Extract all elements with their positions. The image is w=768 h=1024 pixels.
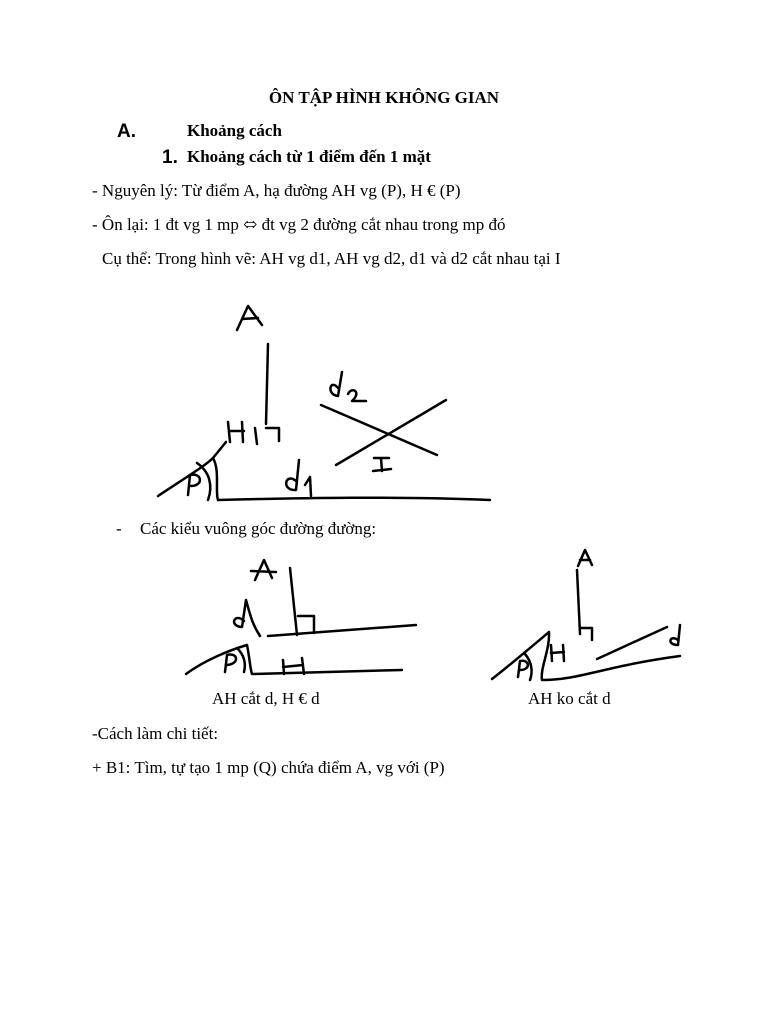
figure-3-sketch bbox=[492, 550, 680, 680]
bullet-text: Các kiểu vuông góc đường đường: bbox=[140, 519, 377, 538]
caption-left: AH cắt d, H € d bbox=[212, 689, 320, 708]
fig1-edge bbox=[213, 442, 226, 458]
fig2-angle-arc bbox=[237, 648, 245, 672]
review-line: - Ôn lại: 1 đt vg 1 mp ⬄ đt vg 2 đường cắt nhau trong mp đó bbox=[92, 215, 506, 234]
fig2-plane-p bbox=[186, 645, 402, 674]
fig1-d1-line bbox=[336, 400, 446, 465]
fig2-right-angle bbox=[298, 616, 314, 633]
fig1-d2-line bbox=[321, 405, 437, 455]
section-1-number: 1. bbox=[162, 147, 178, 168]
caption-right: AH ko cắt d bbox=[528, 689, 611, 708]
fig2-p-glyph bbox=[225, 655, 236, 672]
figure-1-sketch bbox=[158, 306, 490, 500]
fig2-d-line bbox=[268, 625, 416, 636]
fig3-d-line bbox=[597, 627, 667, 659]
principle-line: - Nguyên lý: Từ điểm A, hạ đường AH vg (P), H € (P) bbox=[92, 181, 461, 200]
fig1-a-glyph bbox=[237, 306, 262, 330]
fig3-d-glyph bbox=[670, 625, 680, 645]
fig2-d-glyph bbox=[234, 600, 260, 636]
figure-2-sketch bbox=[186, 560, 416, 674]
fig3-p-glyph bbox=[518, 661, 528, 677]
section-1-heading: Khoảng cách từ 1 điểm đến 1 mặt bbox=[187, 147, 431, 166]
specific-line: Cụ thể: Trong hình vẽ: AH vg d1, AH vg d2, d1 và d2 cắt nhau tại I bbox=[102, 249, 561, 268]
fig1-d1-glyph bbox=[286, 460, 311, 496]
section-a-label: A. bbox=[117, 121, 136, 142]
bullet-dash: - bbox=[116, 519, 122, 538]
fig3-h-glyph bbox=[551, 645, 564, 661]
fig1-h-glyph-left bbox=[228, 422, 244, 442]
fig3-plane-p bbox=[492, 632, 680, 680]
fig1-d2-glyph bbox=[330, 372, 366, 401]
page-title: ÔN TẬP HÌNH KHÔNG GIAN bbox=[268, 88, 500, 107]
fig1-p-glyph bbox=[188, 475, 200, 495]
fig1-ah-line bbox=[266, 344, 268, 424]
step1-line: + B1: Tìm, tự tạo 1 mp (Q) chứa điểm A, vg với (P) bbox=[92, 758, 445, 777]
fig1-h-glyph-right bbox=[255, 428, 257, 444]
fig2-ah-line bbox=[290, 568, 297, 635]
section-a-heading: Khoảng cách bbox=[187, 121, 282, 140]
fig1-right-angle bbox=[266, 428, 279, 441]
method-line: -Cách làm chi tiết: bbox=[92, 724, 219, 743]
fig3-a-glyph bbox=[578, 550, 592, 566]
fig2-a-glyph bbox=[251, 560, 276, 580]
fig1-i-glyph bbox=[373, 458, 391, 471]
fig3-ah-line bbox=[577, 570, 580, 634]
fig3-right-angle bbox=[580, 628, 592, 640]
